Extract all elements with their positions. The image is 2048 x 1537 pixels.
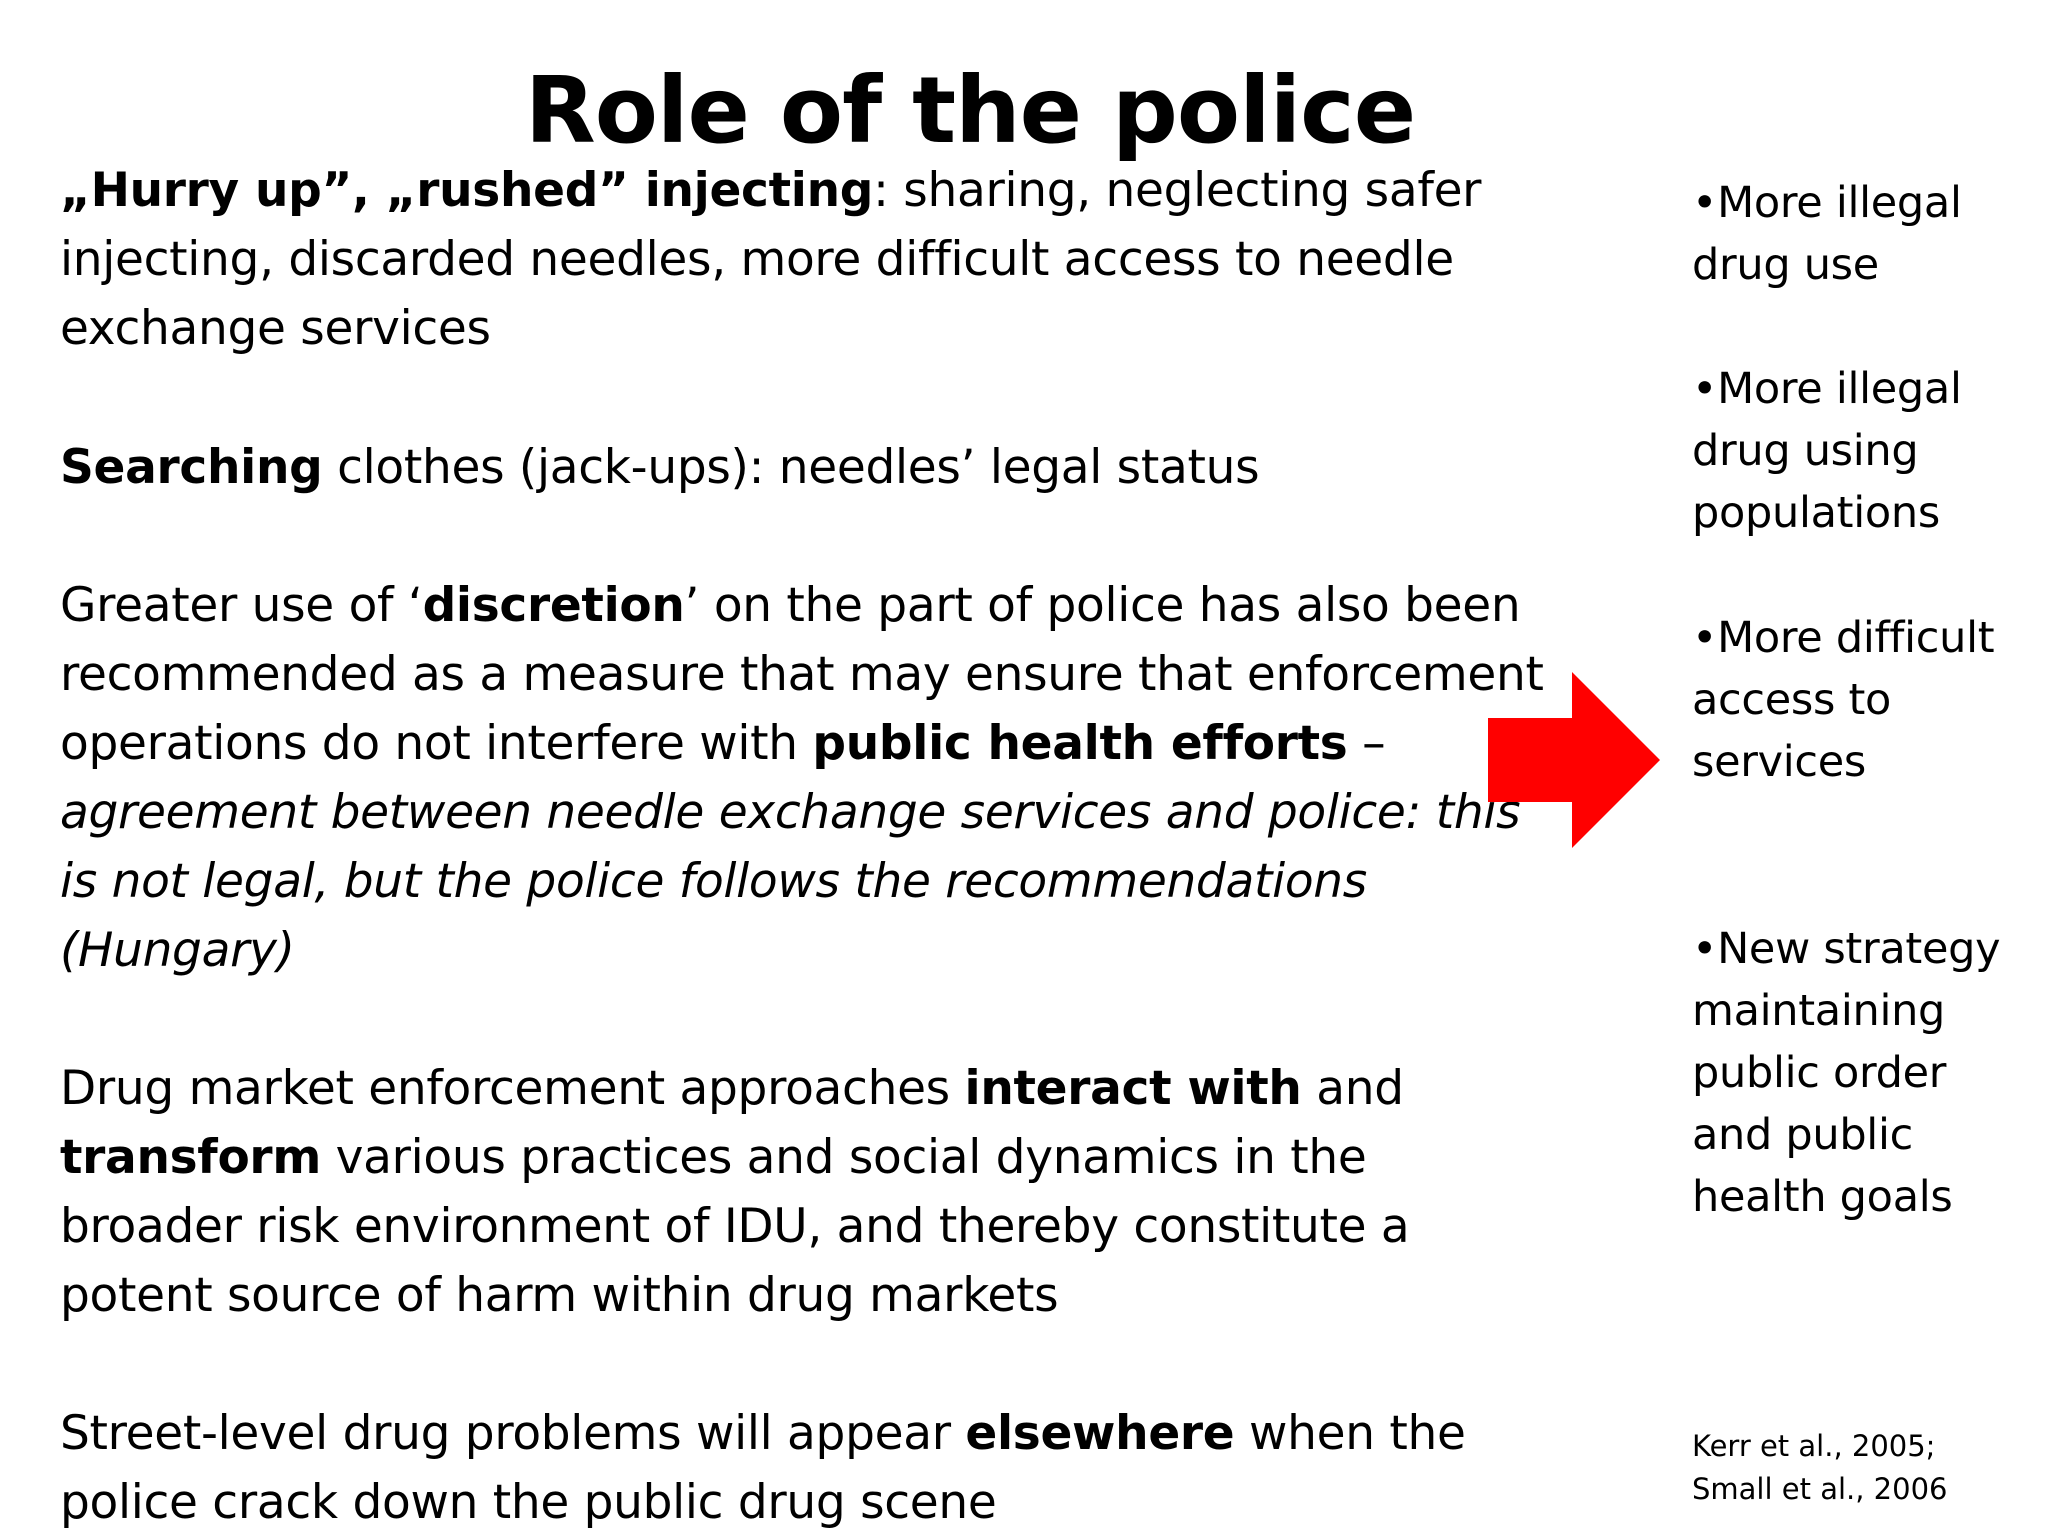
paragraph-discretion — [60, 571, 1560, 985]
text: Drug market enforcement approaches — [60, 1061, 965, 1116]
side-bullet-more-drug-use: •More illegal drug use — [1692, 178, 1962, 290]
text: Street-level drug problems will appear — [60, 1406, 966, 1461]
bold-text: interact with — [964, 1061, 1302, 1116]
text: clothes (jack-ups): needles’ legal status — [322, 440, 1260, 495]
side-bullet-more-populations: •More illegal drug using populations — [1692, 364, 1962, 538]
reference-line: Kerr et al., 2005; — [1692, 1429, 1936, 1463]
bold-text: transform — [60, 1130, 321, 1185]
bold-text: public health efforts — [812, 716, 1348, 771]
text: – — [1347, 716, 1386, 771]
bold-text: elsewhere — [965, 1406, 1235, 1461]
paragraph-enforcement — [60, 1054, 1560, 1330]
text: various practices and social dynamics in the broader risk environment of IDU, and thereby constitute a potent source of harm within drug markets — [60, 1130, 1410, 1323]
text: and — [1301, 1061, 1404, 1116]
text: Greater use of ‘ — [60, 578, 423, 633]
side-bullet-difficult-access: •More difficult access to services — [1692, 613, 1995, 787]
slide-title: Role of the police — [524, 57, 1416, 164]
text: : sharing, neglecting safer injecting, discarded needles, more difficult access to needle exchange services — [60, 163, 1482, 356]
text: ’ on the part of police has also been recommended as a measure that may ensure that enforcement operations do not interfere with — [60, 578, 1544, 771]
references — [1692, 1425, 2022, 1511]
bold-text: „Hurry up”, „rushed” injecting — [60, 163, 874, 218]
side-bullet-new-strategy: •New strategy maintaining public order and public health goals — [1692, 924, 2001, 1222]
bold-text: Searching — [60, 440, 323, 495]
text: when the police crack down the public drug scene — [60, 1406, 1466, 1530]
bold-text: discretion — [422, 578, 685, 633]
paragraph-searching — [60, 433, 1560, 502]
paragraph-rushed-injecting — [60, 156, 1560, 363]
paragraph-street-level — [60, 1399, 1560, 1537]
italic-text: agreement between needle exchange services and police: this is not legal, but the police follows the recommendations (Hungary) — [60, 785, 1521, 978]
right-arrow-icon — [1488, 672, 1660, 848]
reference-line: Small et al., 2006 — [1692, 1472, 1948, 1506]
